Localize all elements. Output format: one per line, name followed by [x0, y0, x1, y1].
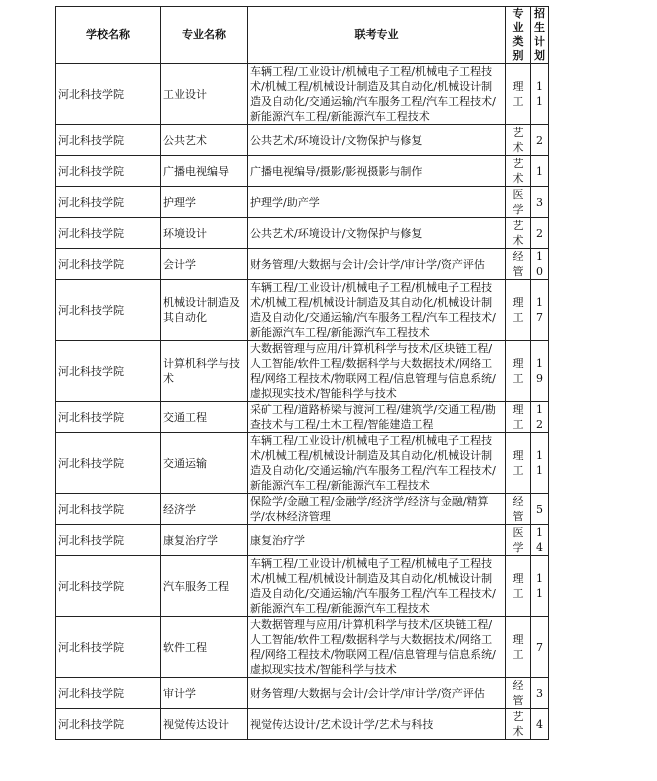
- cell-school: 河北科技学院: [56, 678, 161, 709]
- cell-plan: 3: [531, 678, 549, 709]
- cell-joint-majors: 视觉传达设计/艺术设计学/艺术与科技: [248, 709, 506, 740]
- cell-joint-majors: 公共艺术/环境设计/文物保护与修复: [248, 125, 506, 156]
- enrollment-table: [55, 6, 549, 740]
- table-row: [56, 64, 549, 125]
- cell-school: 河北科技学院: [56, 125, 161, 156]
- cell-category: 理工: [506, 64, 531, 125]
- cell-major: 交通工程: [161, 402, 248, 433]
- cell-category: 理工: [506, 280, 531, 341]
- cell-category: 经管: [506, 678, 531, 709]
- cell-school: 河北科技学院: [56, 64, 161, 125]
- cell-category: 理工: [506, 617, 531, 678]
- cell-category: 理工: [506, 341, 531, 402]
- cell-major: 汽车服务工程: [161, 556, 248, 617]
- cell-school: 河北科技学院: [56, 433, 161, 494]
- cell-school: 河北科技学院: [56, 249, 161, 280]
- cell-category: 理工: [506, 433, 531, 494]
- cell-plan: 12: [531, 402, 549, 433]
- cell-joint-majors: 大数据管理与应用/计算机科学与技术/区块链工程/人工智能/软件工程/数据科学与大数据技术/网络工程/网络工程技术/物联网工程/信息管理与信息系统/虚拟现实技术/智能科学与技术: [248, 617, 506, 678]
- table-row: [56, 249, 549, 280]
- cell-plan: 14: [531, 525, 549, 556]
- cell-plan: 7: [531, 617, 549, 678]
- header-category: 专业类别: [506, 7, 531, 64]
- cell-major: 工业设计: [161, 64, 248, 125]
- cell-major: 公共艺术: [161, 125, 248, 156]
- cell-category: 医学: [506, 187, 531, 218]
- table-header-row: [56, 7, 549, 64]
- cell-plan: 3: [531, 187, 549, 218]
- cell-major: 交通运输: [161, 433, 248, 494]
- table-row: [56, 525, 549, 556]
- table-row: [56, 494, 549, 525]
- table-row: [56, 678, 549, 709]
- cell-joint-majors: 大数据管理与应用/计算机科学与技术/区块链工程/人工智能/软件工程/数据科学与大数据技术/网络工程/网络工程技术/物联网工程/信息管理与信息系统/虚拟现实技术/智能科学与技术: [248, 341, 506, 402]
- table-row: [56, 556, 549, 617]
- cell-category: 医学: [506, 525, 531, 556]
- cell-school: 河北科技学院: [56, 556, 161, 617]
- cell-major: 计算机科学与技术: [161, 341, 248, 402]
- table-body: [56, 64, 549, 740]
- cell-joint-majors: 保险学/金融工程/金融学/经济学/经济与金融/精算学/农林经济管理: [248, 494, 506, 525]
- header-joint-majors: 联考专业: [248, 7, 506, 64]
- table-row: [56, 280, 549, 341]
- cell-school: 河北科技学院: [56, 280, 161, 341]
- cell-plan: 2: [531, 218, 549, 249]
- cell-major: 环境设计: [161, 218, 248, 249]
- cell-major: 经济学: [161, 494, 248, 525]
- table-row: [56, 709, 549, 740]
- cell-joint-majors: 公共艺术/环境设计/文物保护与修复: [248, 218, 506, 249]
- cell-category: 理工: [506, 556, 531, 617]
- cell-plan: 19: [531, 341, 549, 402]
- cell-joint-majors: 采矿工程/道路桥梁与渡河工程/建筑学/交通工程/勘查技术与工程/土木工程/智能建造工程: [248, 402, 506, 433]
- cell-plan: 11: [531, 556, 549, 617]
- header-plan: 招生计划: [531, 7, 549, 64]
- cell-school: 河北科技学院: [56, 617, 161, 678]
- cell-joint-majors: 护理学/助产学: [248, 187, 506, 218]
- cell-plan: 5: [531, 494, 549, 525]
- table-row: [56, 433, 549, 494]
- cell-major: 会计学: [161, 249, 248, 280]
- table-row: [56, 402, 549, 433]
- cell-school: 河北科技学院: [56, 341, 161, 402]
- cell-school: 河北科技学院: [56, 402, 161, 433]
- table-row: [56, 125, 549, 156]
- table-row: [56, 617, 549, 678]
- cell-category: 理工: [506, 402, 531, 433]
- cell-major: 机械设计制造及其自动化: [161, 280, 248, 341]
- cell-major: 康复治疗学: [161, 525, 248, 556]
- cell-major: 视觉传达设计: [161, 709, 248, 740]
- cell-category: 艺术: [506, 156, 531, 187]
- cell-category: 经管: [506, 249, 531, 280]
- cell-joint-majors: 车辆工程/工业设计/机械电子工程/机械电子工程技术/机械工程/机械设计制造及其自动化/机械设计制造及自动化/交通运输/汽车服务工程/汽车工程技术/新能源汽车工程/新能源汽车工程技术: [248, 556, 506, 617]
- cell-category: 艺术: [506, 709, 531, 740]
- table-row: [56, 187, 549, 218]
- cell-category: 经管: [506, 494, 531, 525]
- cell-major: 护理学: [161, 187, 248, 218]
- header-school: 学校名称: [56, 7, 161, 64]
- cell-joint-majors: 车辆工程/工业设计/机械电子工程/机械电子工程技术/机械工程/机械设计制造及其自动化/机械设计制造及自动化/交通运输/汽车服务工程/汽车工程技术/新能源汽车工程/新能源汽车工程技术: [248, 433, 506, 494]
- cell-school: 河北科技学院: [56, 494, 161, 525]
- cell-major: 广播电视编导: [161, 156, 248, 187]
- cell-plan: 1: [531, 156, 549, 187]
- cell-joint-majors: 康复治疗学: [248, 525, 506, 556]
- cell-plan: 11: [531, 64, 549, 125]
- cell-plan: 10: [531, 249, 549, 280]
- cell-school: 河北科技学院: [56, 187, 161, 218]
- table-row: [56, 156, 549, 187]
- cell-plan: 4: [531, 709, 549, 740]
- cell-category: 艺术: [506, 125, 531, 156]
- cell-category: 艺术: [506, 218, 531, 249]
- cell-joint-majors: 车辆工程/工业设计/机械电子工程/机械电子工程技术/机械工程/机械设计制造及其自动化/机械设计制造及自动化/交通运输/汽车服务工程/汽车工程技术/新能源汽车工程/新能源汽车工程技术: [248, 280, 506, 341]
- cell-school: 河北科技学院: [56, 709, 161, 740]
- cell-major: 软件工程: [161, 617, 248, 678]
- cell-joint-majors: 车辆工程/工业设计/机械电子工程/机械电子工程技术/机械工程/机械设计制造及其自动化/机械设计制造及自动化/交通运输/汽车服务工程/汽车工程技术/新能源汽车工程/新能源汽车工程技术: [248, 64, 506, 125]
- header-major: 专业名称: [161, 7, 248, 64]
- table-row: [56, 341, 549, 402]
- cell-school: 河北科技学院: [56, 156, 161, 187]
- cell-plan: 11: [531, 433, 549, 494]
- cell-school: 河北科技学院: [56, 218, 161, 249]
- cell-major: 审计学: [161, 678, 248, 709]
- cell-plan: 17: [531, 280, 549, 341]
- cell-joint-majors: 广播电视编导/摄影/影视摄影与制作: [248, 156, 506, 187]
- cell-school: 河北科技学院: [56, 525, 161, 556]
- cell-joint-majors: 财务管理/大数据与会计/会计学/审计学/资产评估: [248, 249, 506, 280]
- table-row: [56, 218, 549, 249]
- cell-plan: 2: [531, 125, 549, 156]
- cell-joint-majors: 财务管理/大数据与会计/会计学/审计学/资产评估: [248, 678, 506, 709]
